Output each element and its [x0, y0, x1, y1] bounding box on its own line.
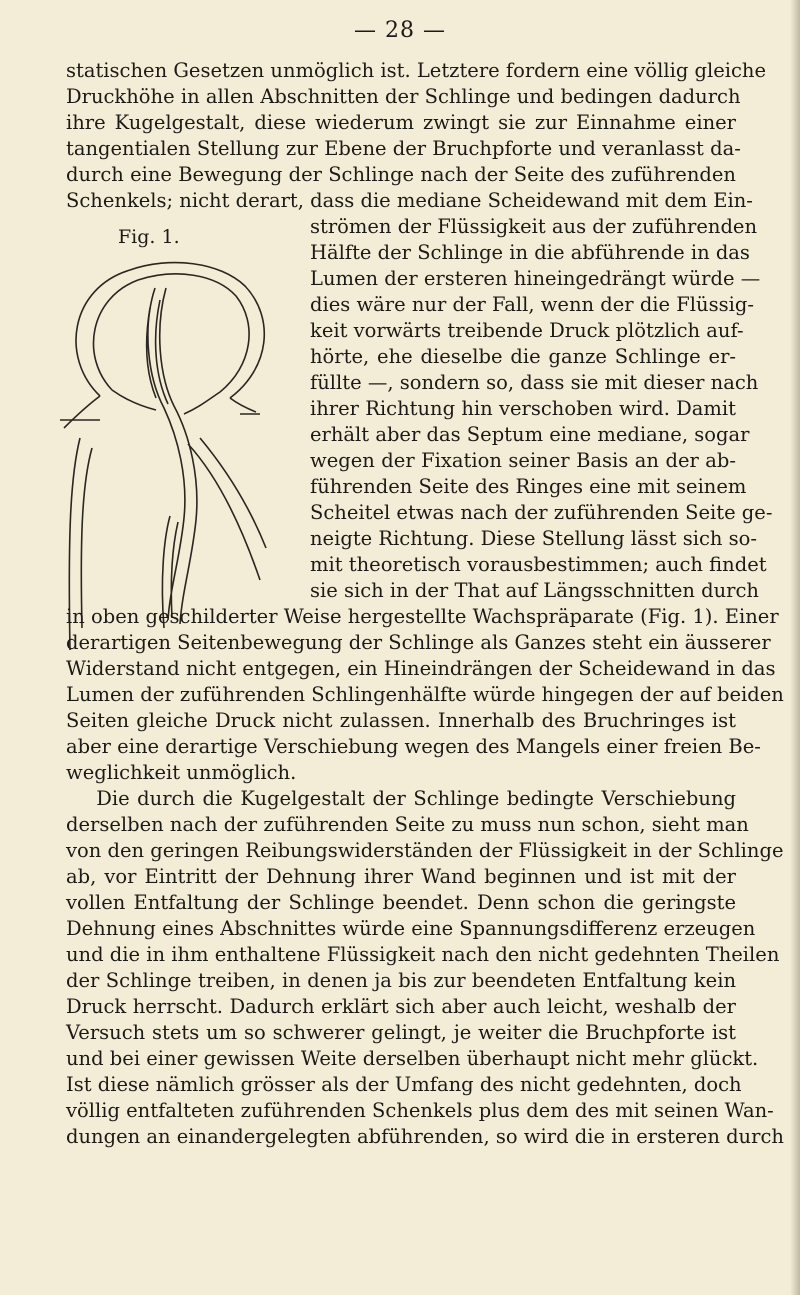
text-line: Scheitel etwas nach der zuführenden Seite ge-: [310, 501, 773, 524]
text-line: neigte Richtung. Diese Stellung lässt sich so-: [310, 527, 757, 550]
text-line: tangentialen Stellung zur Ebene der Bruchpforte und veranlasst da-: [66, 137, 741, 160]
text-line: vollen Entfaltung der Schlinge beendet. Denn schon die geringste: [66, 891, 736, 914]
text-line: Schenkels; nicht derart, dass die mediane Scheidewand mit dem Ein-: [66, 189, 753, 212]
text-line: Widerstand nicht entgegen, ein Hineindrängen der Scheidewand in das: [66, 657, 776, 680]
text-line: durch eine Bewegung der Schlinge nach der Seite des zuführenden: [66, 163, 736, 186]
text-line: derselben nach der zuführenden Seite zu muss nun schon, sieht man: [66, 813, 749, 836]
figure-left-limb: [64, 396, 100, 428]
text-line: und bei einer gewissen Weite derselben überhaupt nicht mehr glückt.: [66, 1047, 759, 1070]
text-line: Versuch stets um so schwerer gelingt, je weiter die Bruchpforte ist: [66, 1021, 736, 1044]
text-line: Druckhöhe in allen Abschnitten der Schlinge und bedingen dadurch: [66, 85, 741, 108]
text-line: Seiten gleiche Druck nicht zulassen. Innerhalb des Bruchringes ist: [66, 709, 736, 732]
page-edge-shadow: [790, 0, 800, 1295]
text-line: der Schlinge treiben, in denen ja bis zur beendeten Entfaltung kein: [66, 969, 736, 992]
text-line: Dehnung eines Abschnittes würde eine Spannungsdifferenz erzeugen: [66, 917, 756, 940]
figure-septum: [148, 288, 185, 620]
text-line: keit vorwärts treibende Druck plötzlich auf-: [310, 319, 744, 342]
figure-right-limb: [230, 398, 256, 412]
text-line: ihre Kugelgestalt, diese wiederum zwingt sie zur Einnahme einer: [66, 111, 736, 134]
text-line: sie sich in der That auf Längsschnitten durch: [310, 579, 759, 602]
text-line: Lumen der zuführenden Schlingenhälfte würde hingegen der auf beiden: [66, 683, 784, 706]
text-line: Druck herrscht. Dadurch erklärt sich aber auch leicht, weshalb der: [66, 995, 736, 1018]
text-line: mit theoretisch vorausbestimmen; auch findet: [310, 553, 767, 576]
text-line: und die in ihm enthaltene Flüssigkeit nach den nicht gedehnten Theilen: [66, 943, 780, 966]
text-line: ihrer Richtung hin verschoben wird. Damit: [310, 397, 736, 420]
text-line: füllte —, sondern so, dass sie mit dieser nach: [310, 371, 759, 394]
figure-outer-loop: [76, 263, 264, 398]
text-line: von den geringen Reibungswiderständen der Flüssigkeit in der Schlinge: [66, 839, 784, 862]
figure-inner-loop: [93, 274, 249, 392]
page-number: — 28 —: [354, 18, 446, 43]
text-line: Lumen der ersteren hineingedrängt würde —: [310, 267, 761, 290]
text-line: Hälfte der Schlinge in die abführende in das: [310, 241, 750, 264]
text-line: völlig entfalteten zuführenden Schenkels plus dem des mit seinen Wan-: [66, 1099, 774, 1122]
figure-label: Fig. 1.: [118, 226, 180, 248]
paragraph-start: Die durch die Kugelgestalt der Schlinge bedingte Verschiebung: [66, 787, 736, 810]
text-line: strömen der Flüssigkeit aus der zuführenden: [310, 215, 758, 238]
text-line: erhält aber das Septum eine mediane, sogar: [310, 423, 750, 446]
text-line: führenden Seite des Ringes eine mit seinem: [310, 475, 747, 498]
text-line: dungen an einandergelegten abführenden, so wird die in ersteren durch: [66, 1125, 784, 1148]
text-line: statischen Gesetzen unmöglich ist. Letztere fordern eine völlig gleiche: [66, 59, 767, 82]
text-line: aber eine derartige Verschiebung wegen des Mangels einer freien Be-: [66, 735, 761, 758]
text-line: ab, vor Eintritt der Dehnung ihrer Wand beginnen und ist mit der: [66, 865, 736, 888]
text-line: Ist diese nämlich grösser als der Umfang des nicht gedehnten, doch: [66, 1073, 742, 1096]
text-line: weglichkeit unmöglich.: [66, 761, 297, 784]
text-line: wegen der Fixation seiner Basis an der ab-: [310, 449, 736, 472]
text-line: derartigen Seitenbewegung der Schlinge als Ganzes steht ein äusserer: [66, 631, 771, 654]
text-line: hörte, ehe dieselbe die ganze Schlinge er-: [310, 345, 736, 368]
text-line: dies wäre nur der Fall, wenn der die Flüssig-: [310, 293, 754, 316]
text-line: in oben geschilderter Weise hergestellte Wachspräparate (Fig. 1). Einer: [66, 605, 779, 628]
